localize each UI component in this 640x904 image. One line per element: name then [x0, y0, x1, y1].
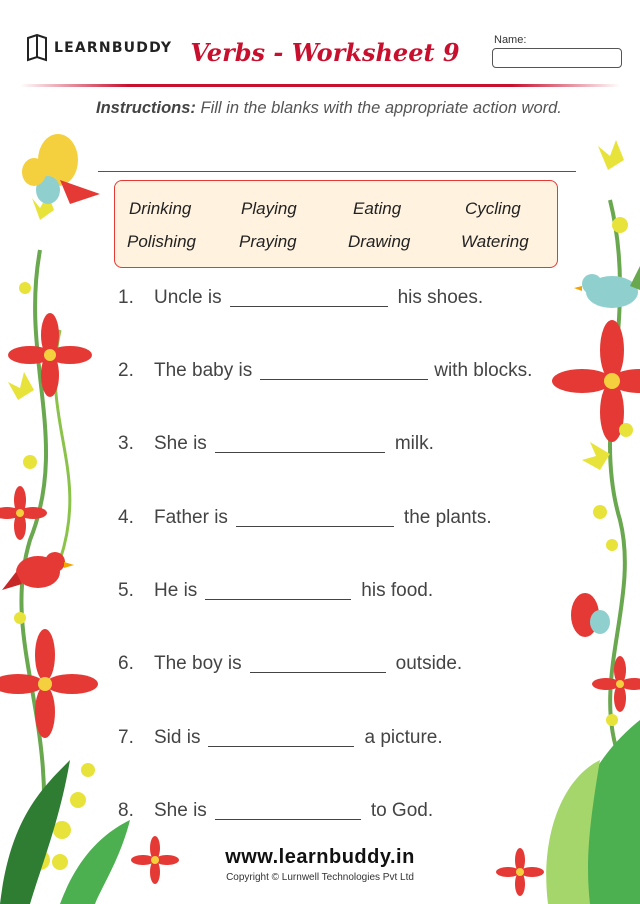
answer-blank[interactable]	[215, 801, 361, 820]
question-text-before: Sid is	[154, 727, 201, 748]
question-text-after: to God.	[370, 800, 434, 821]
word-bank-item: Watering	[461, 232, 529, 251]
question-text-after: milk.	[394, 433, 434, 454]
brand-name: LEARNBUDDY	[54, 40, 173, 56]
question-text-before: Father is	[154, 507, 228, 528]
word-bank-item: Drawing	[348, 232, 411, 251]
question-text-before: She is	[154, 433, 207, 454]
header-divider	[20, 84, 620, 87]
question-item	[118, 653, 462, 675]
question-text-after: a picture.	[364, 727, 443, 748]
copyright-text: Copyright © Lurnwell Technologies Pvt Ltd	[226, 872, 414, 883]
question-number: 1.	[118, 287, 134, 308]
question-text-after: his food.	[361, 580, 434, 601]
question-item	[118, 507, 492, 529]
name-field[interactable]	[492, 48, 622, 68]
question-text-after: with blocks.	[434, 360, 533, 381]
word-bank-item: Praying	[239, 232, 297, 251]
instructions	[96, 96, 586, 121]
website-url: www.learnbuddy.in	[225, 846, 415, 868]
question-number: 2.	[118, 360, 134, 381]
word-bank	[114, 180, 558, 268]
question-number: 7.	[118, 727, 134, 748]
question-number: 4.	[118, 507, 134, 528]
answer-blank[interactable]	[230, 288, 388, 307]
learnbuddy-logo	[26, 34, 172, 62]
question-item	[118, 580, 433, 602]
instructions-text: Fill in the blanks with the appropriate action word.	[200, 99, 562, 117]
question-text-after: the plants.	[403, 507, 492, 528]
instructions-divider	[98, 171, 576, 172]
question-text-after: outside.	[395, 653, 463, 674]
name-label: Name:	[494, 34, 527, 46]
answer-blank[interactable]	[215, 434, 385, 453]
answer-blank[interactable]	[236, 508, 394, 527]
word-bank-item: Polishing	[127, 232, 196, 251]
question-item	[118, 433, 434, 455]
question-text-before: She is	[154, 800, 207, 821]
question-number: 8.	[118, 800, 134, 821]
question-text-before: Uncle is	[154, 287, 222, 308]
question-item	[118, 360, 532, 382]
question-item	[118, 727, 443, 749]
question-item	[118, 287, 483, 309]
word-bank-item: Playing	[241, 199, 297, 218]
worksheet-title: Verbs - Worksheet 9	[190, 38, 460, 67]
word-bank-item: Drinking	[129, 199, 192, 218]
question-item	[118, 800, 433, 822]
question-number: 5.	[118, 580, 134, 601]
question-text-before: The boy is	[154, 653, 242, 674]
answer-blank[interactable]	[260, 361, 428, 380]
word-bank-item: Eating	[353, 199, 402, 218]
question-text-after: his shoes.	[397, 287, 484, 308]
answer-blank[interactable]	[250, 654, 386, 673]
book-icon	[26, 34, 48, 62]
question-number: 3.	[118, 433, 134, 454]
question-text-before: The baby is	[154, 360, 253, 381]
word-bank-item: Cycling	[465, 199, 521, 218]
answer-blank[interactable]	[208, 728, 354, 747]
question-number: 6.	[118, 653, 134, 674]
answer-blank[interactable]	[205, 581, 351, 600]
question-text-before: He is	[154, 580, 198, 601]
instructions-label: Instructions:	[96, 99, 196, 117]
